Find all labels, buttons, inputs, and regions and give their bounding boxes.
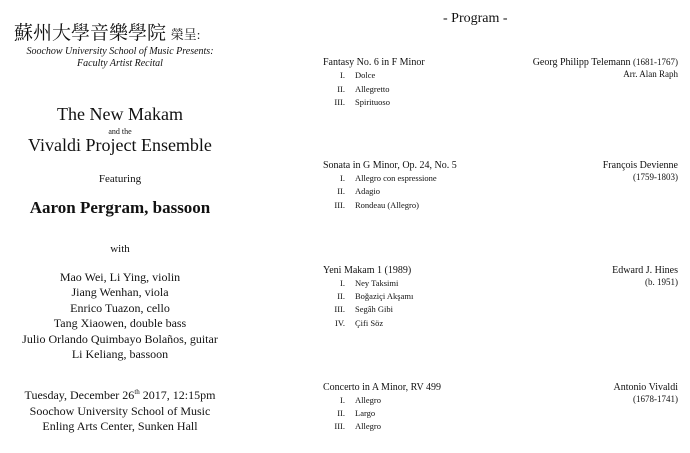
venue-school: Soochow University School of Music [29, 403, 211, 418]
work-title: Concerto in A Minor, RV 499 [323, 382, 442, 393]
ensemble-connector: and the [108, 127, 132, 136]
composer-dates: (1678-1741) [633, 394, 678, 404]
movement [323, 70, 375, 80]
movement-name: Largo [355, 408, 376, 418]
movement [323, 97, 390, 107]
movement-name: Allegretto [355, 84, 390, 94]
movement-number: I. [340, 278, 345, 288]
ensemble-name-1: The New Makam [57, 104, 183, 124]
movement [323, 291, 413, 301]
movement [323, 318, 383, 328]
movement-number: II. [337, 84, 345, 94]
arranger-note: Arr. Alan Raph [623, 69, 678, 79]
event-date-ordinal: th [134, 388, 140, 396]
movement-name: Dolce [355, 70, 376, 80]
movement [323, 408, 375, 418]
movement-number: IV. [335, 318, 345, 328]
movement [323, 421, 381, 431]
work-title: Yeni Makam 1 (1989) [323, 265, 412, 276]
movement [323, 173, 437, 183]
movement [323, 278, 398, 288]
movement-name: Boğaziçi Akşamı [355, 291, 414, 301]
movement-number: II. [337, 408, 345, 418]
chinese-presents: 榮呈: [170, 27, 201, 42]
work-composer: Antonio Vivaldi [613, 382, 678, 393]
ensemble-name-2: Vivaldi Project Ensemble [28, 135, 212, 155]
movement [323, 186, 380, 196]
movement-name: Segâh Gibi [355, 304, 394, 314]
movement-name: Adagio [355, 186, 381, 196]
movement-number: I. [340, 70, 345, 80]
presents-line: Soochow University School of Music Presents: [26, 46, 214, 57]
with-label: with [110, 243, 130, 255]
movement-name: Allegro con espressione [355, 173, 437, 183]
composer-dates: (1681-1767) [633, 57, 678, 67]
performer-list [0, 270, 240, 362]
movement-name: Çifi Söz [355, 318, 384, 328]
movement-name: Spirituoso [355, 97, 390, 107]
movement [323, 395, 381, 405]
movement [323, 200, 419, 210]
performer: Mao Wei, Li Ying, violin [59, 270, 181, 284]
title-panel [0, 0, 240, 453]
program-panel [323, 0, 678, 453]
event-date [0, 385, 240, 404]
movement-name: Ney Taksimi [355, 278, 399, 288]
movement-number: I. [340, 173, 345, 183]
chinese-school-name: 蘇州大學音樂學院 [14, 23, 167, 44]
chinese-title [14, 18, 234, 45]
featuring-label: Featuring [98, 173, 142, 185]
work-composer: François Devienne [602, 160, 678, 171]
composer-dates: (1759-1803) [633, 172, 678, 182]
recital-type: Faculty Artist Recital [77, 58, 163, 69]
event-details [0, 385, 240, 435]
movement-name: Allegro [355, 395, 381, 405]
movement-number: II. [337, 186, 345, 196]
movement-number: III. [334, 200, 345, 210]
work-composer [533, 57, 678, 68]
movement-name: Allegro [355, 421, 381, 431]
movement-number: III. [334, 421, 345, 431]
soloist-name: Aaron Pergram, bassoon [29, 198, 211, 217]
performer: Li Keliang, bassoon [71, 347, 169, 362]
performer: Julio Orlando Quimbayo Bolaños, guitar [22, 331, 218, 346]
event-date-day: Tuesday, December 26 [24, 388, 135, 402]
composer-dates: (b. 1951) [645, 277, 678, 287]
work-title: Sonata in G Minor, Op. 24, No. 5 [323, 160, 457, 171]
movement-number: III. [334, 304, 345, 314]
composer-name: Georg Philipp Telemann [532, 57, 631, 68]
movement-number: III. [334, 97, 345, 107]
movement [323, 84, 389, 94]
movement-number: I. [340, 395, 345, 405]
work-title: Fantasy No. 6 in F Minor [323, 57, 425, 68]
work-composer: Edward J. Hines [612, 265, 678, 276]
movement-name: Rondeau (Allegro) [355, 200, 419, 210]
performer: Enrico Tuazon, cello [70, 300, 170, 315]
movement [323, 304, 393, 314]
event-date-time: 2017, 12:15pm [139, 388, 216, 402]
movement-number: II. [337, 291, 345, 301]
performer: Jiang Wenhan, viola [71, 285, 169, 300]
program-heading: - Program - [443, 11, 508, 26]
presents-block [0, 46, 240, 70]
performer: Tang Xiaowen, double bass [53, 316, 187, 331]
venue-hall: Enling Arts Center, Sunken Hall [42, 419, 198, 434]
